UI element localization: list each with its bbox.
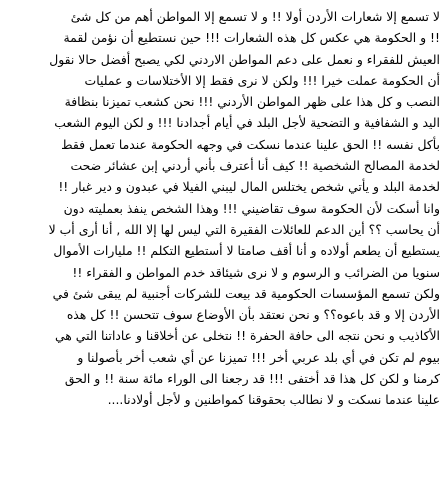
text-line: الأردن إلا و قد باعوه؟؟ و نحن نعتقد بأن الأوضاع سوف تتحسن !! كل هذه (66, 307, 440, 323)
text-line: أن يحاسب ؟؟ أين الدعم للعائلات الفقيرة التي ليس لها إلا الله , أنا أرى أب لا (48, 221, 440, 237)
text-line: النصب و كل هذا على ظهر المواطن الأردني !!! نحن كشعب تميزنا بنظافة (64, 94, 440, 110)
text-line: يستطيع أن يطعم أولاده و أنا أقف صامتا لا أستطيع التكلم !! مليارات الأموال (53, 243, 440, 259)
text-line: !! و الحكومة هي عكس كل هذه الشعارات !!! حين نستطيع أن نؤمن لقمة (63, 30, 440, 46)
text-line: لخدمة المصالح الشخصية !! كيف أنا أعترف بأني أردني إبن عشائر ضحت (70, 158, 440, 174)
text-line: علينا عندما نسكت و لا نطالب بحقوقنا كمواطنين و لأجل أولادنا.... (107, 392, 440, 408)
text-line: وانا أسكت لأن الحكومة سوف تقاضيني !!! وهذا الشخص ينفذ بعمليته دون (63, 200, 440, 216)
text-line: ولكن تسمع المؤسسات الحكومية قد بيعت للشركات أجنبية لم يبقى شئ في (52, 285, 440, 301)
article-body (5, 6, 440, 411)
text-line: سنويا من الضرائب و الرسوم و لا نرى شيئاقد خدم المواطن و الفقراء !! (72, 264, 440, 280)
text-line: أن الحكومة عملت خيرا !!! ولكن لا نرى فقط إلا الأختلاسات و عمليات (84, 72, 440, 88)
text-line: العيش للفقراء و نعمل على دعم المواطن الاردني لكي يصبح أفضل حالا نقول (49, 51, 440, 67)
text-line: كرمنا و لكن كل هذا قد أختفى !!! قد رجعنا الى الوراء مائة سنة !! و الحق (64, 371, 440, 387)
text-line: بأكل نفسه !! الحق علينا عندما نسكت في وجهه الحكومة عندما تعمل فقط (61, 136, 440, 152)
text-line: اليد و الشفافية و التضحية لأجل البلد في أيام أجدادنا !!! و لكن اليوم الشعب (54, 115, 440, 131)
text-line: بيوم لم تكن في أي بلد عربي أخر !!! تميزنا عن أي شعب أخر بأصولنا و (77, 349, 440, 365)
text-line: لا تسمع إلا شعارات الأردن أولا !! و لا تسمع إلا المواطن أهم من كل شئ (70, 9, 440, 24)
text-line: الأكاذيب و نحن نتجه الى حافة الحفرة !! نتخلى عن أخلاقنا و عاداتنا التي هي (54, 328, 440, 344)
text-line: لخدمة البلد و يأتي شخص يختلس المال ليبني الفيلا في عبدون و دير غبار !! (58, 179, 440, 195)
